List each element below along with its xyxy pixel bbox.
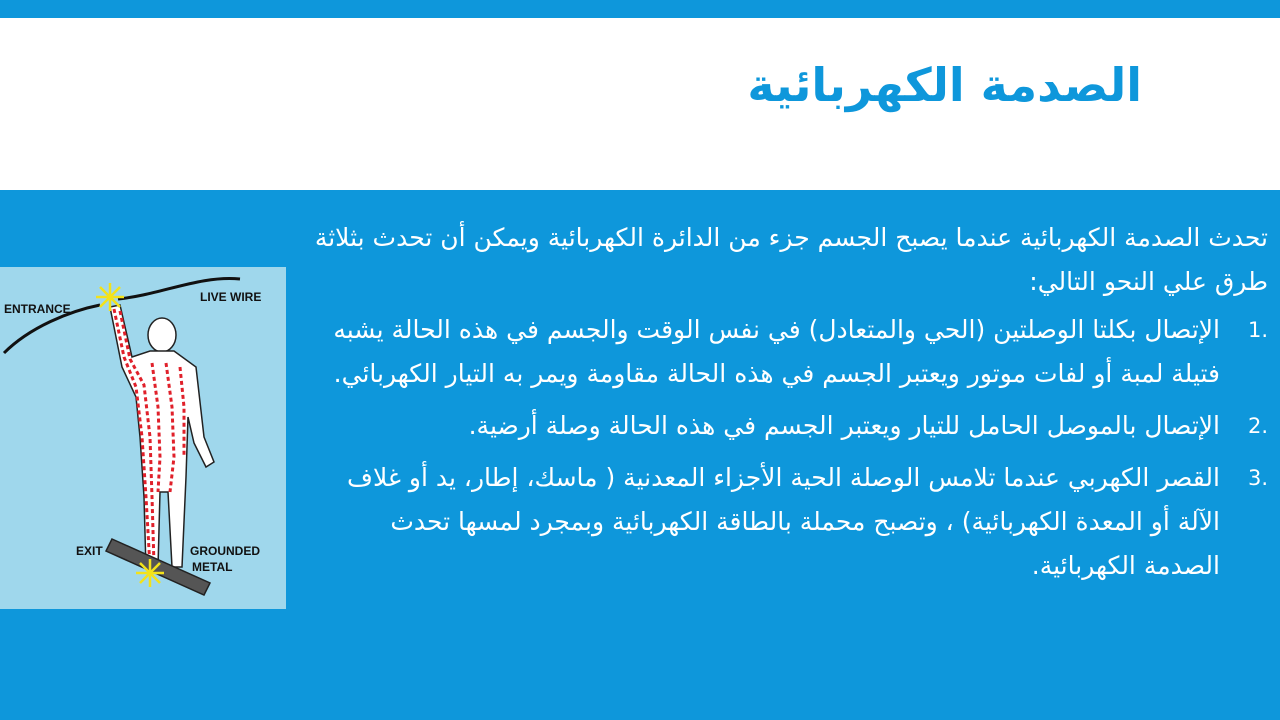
- slide-body: [0, 190, 1280, 720]
- body-current-path-diagram: [0, 267, 286, 609]
- list-item: [313, 456, 1268, 588]
- label-entrance: ENTRANCE: [4, 302, 71, 316]
- label-grounded: GROUNDED: [190, 544, 261, 558]
- points-list: [313, 308, 1268, 588]
- list-item-text: الإتصال بكلتا الوصلتين (الحي والمتعادل) في نفس الوقت والجسم في هذه الحالة يشبه فتيلة لمبة أو لفات موتور ويعتبر الجسم في هذه الحالة مقاومة ويمر به التيار الكهربائي.: [333, 315, 1220, 388]
- electric-shock-illustration: [0, 267, 286, 609]
- intro-paragraph: تحدث الصدمة الكهربائية عندما يصبح الجسم جزء من الدائرة الكهربائية ويمكن أن تحدث بثلاثة طرق علي النحو التالي:: [314, 223, 1268, 296]
- slide-title: الصدمة الكهربائية: [747, 58, 1142, 112]
- text-content: [313, 216, 1268, 596]
- list-item-text: القصر الكهربي عندما تلامس الوصلة الحية الأجزاء المعدنية ( ماسك، إطار، يد أو غلاف الآلة أو المعدة الكهربائية) ، وتصبح محملة بالطاقة الكهربائية وبمجرد لمسها تحدث الصدمة الكهربائية.: [347, 463, 1220, 580]
- label-metal: METAL: [192, 560, 233, 574]
- label-live-wire: LIVE WIRE: [200, 290, 262, 304]
- list-item-number: 1.: [1247, 318, 1268, 342]
- label-exit: EXIT: [76, 544, 103, 558]
- human-figure: [110, 305, 214, 569]
- top-accent-strip: [0, 0, 1280, 18]
- list-item: [313, 404, 1268, 448]
- list-item: [313, 308, 1268, 396]
- list-item-number: 3.: [1247, 466, 1268, 490]
- list-item-text: الإتصال بالموصل الحامل للتيار ويعتبر الجسم في هذه الحالة وصلة أرضية.: [468, 411, 1220, 440]
- list-item-number: 2.: [1247, 414, 1268, 438]
